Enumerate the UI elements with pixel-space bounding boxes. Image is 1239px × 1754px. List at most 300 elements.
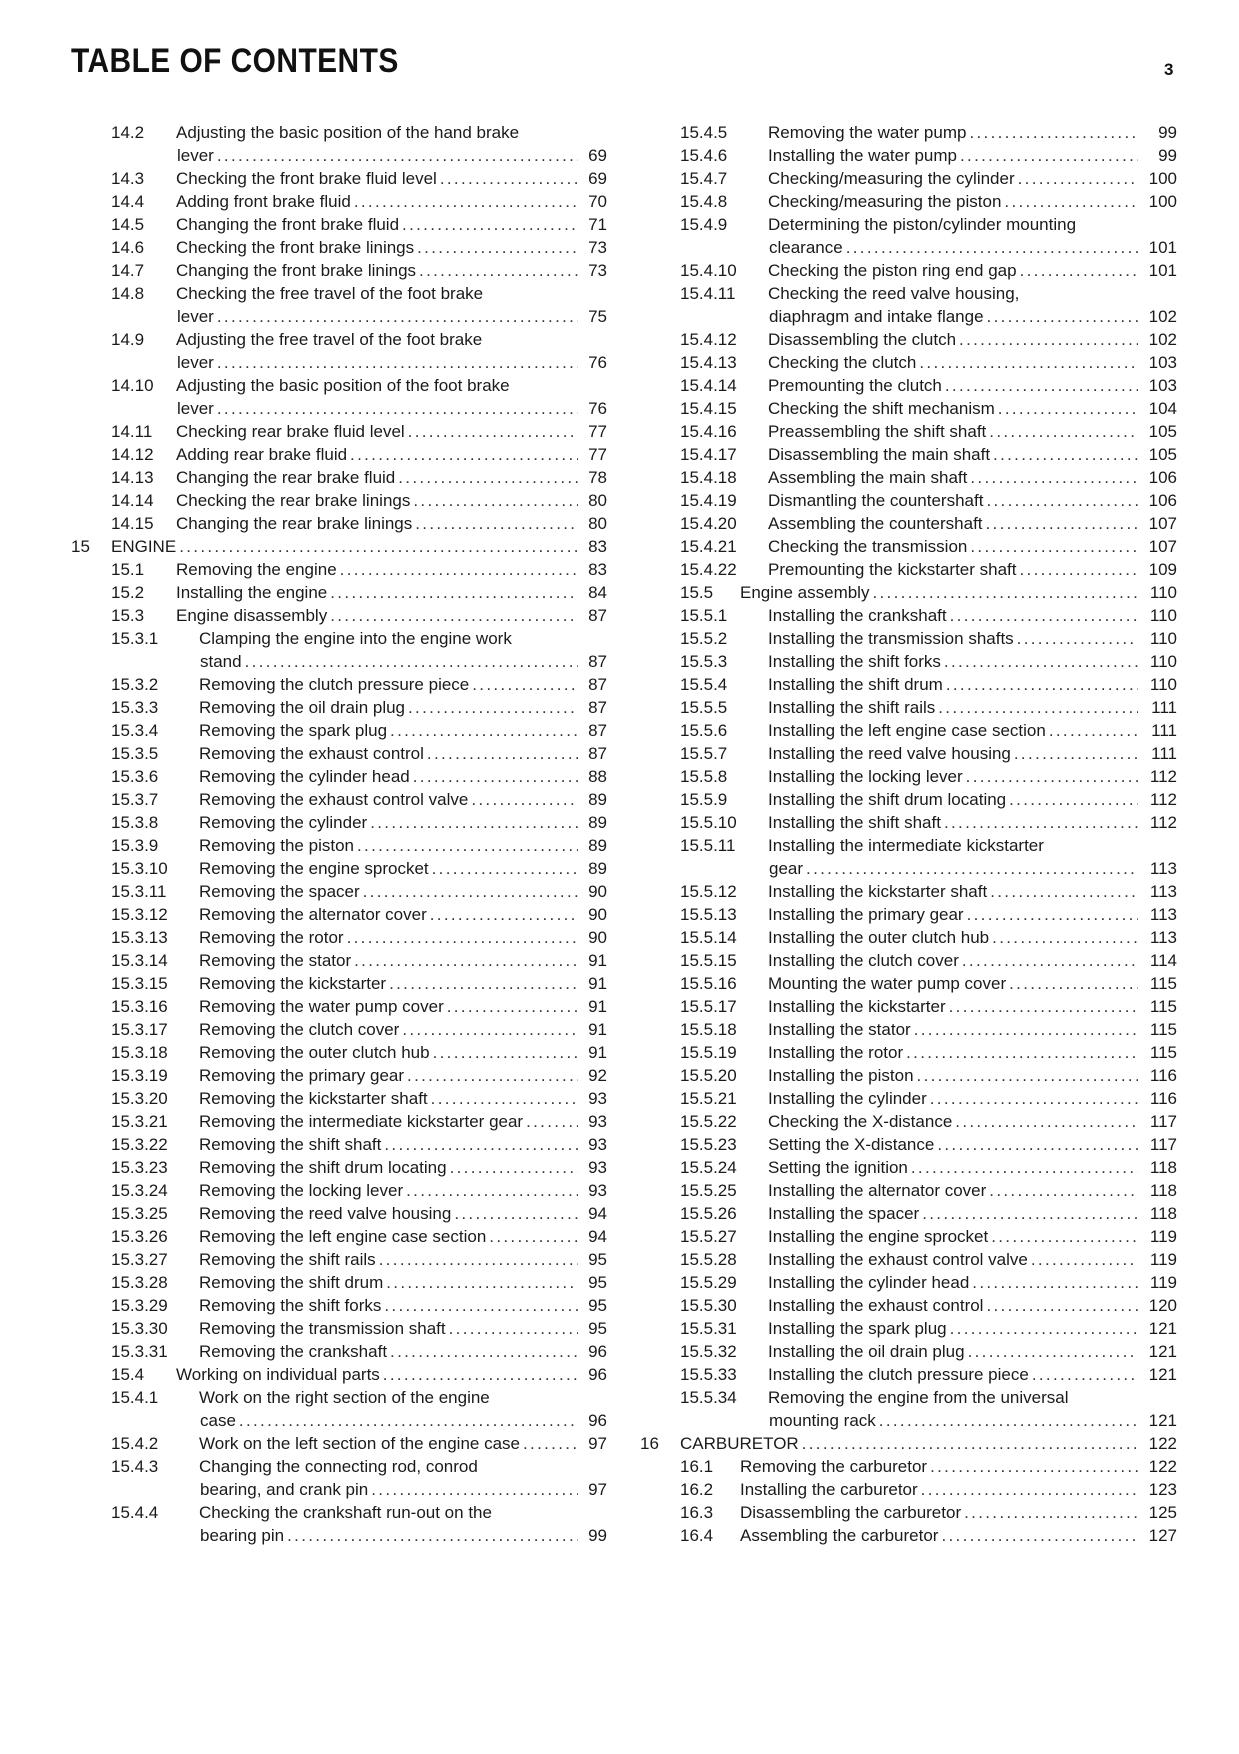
dot-leader (966, 765, 1138, 788)
dot-leader (970, 535, 1138, 558)
toc-entry[interactable] (640, 1271, 1177, 1294)
dot-leader (363, 880, 578, 903)
toc-entry-page: 121 (1148, 1342, 1177, 1361)
dot-leader (379, 1248, 578, 1271)
toc-entry-page: 102 (1148, 307, 1177, 326)
toc-entry-page: 103 (1148, 353, 1177, 372)
toc-entry-number: 15.5.10 (680, 813, 737, 832)
toc-entry[interactable] (640, 1432, 1177, 1455)
toc-entry[interactable] (71, 765, 607, 788)
toc-entry-title: Removing the piston (199, 836, 354, 855)
page-number: 3 (1164, 60, 1174, 79)
toc-entry[interactable] (71, 1317, 607, 1340)
toc-entry-number: 15.3.25 (111, 1204, 168, 1223)
toc-entry-title: Installing the oil drain plug (768, 1342, 965, 1361)
toc-entry[interactable] (640, 1041, 1177, 1064)
dot-leader (941, 1524, 1138, 1547)
toc-entry[interactable] (640, 949, 1177, 972)
toc-entry-title: Removing the exhaust control (199, 744, 424, 763)
toc-entry[interactable] (640, 880, 1177, 903)
dot-leader (955, 1110, 1138, 1133)
toc-entry-number: 15.4.5 (680, 123, 728, 142)
dot-leader (937, 1133, 1138, 1156)
toc-entry[interactable] (640, 489, 1177, 512)
toc-entry-page: 73 (588, 261, 607, 280)
toc-entry-page: 106 (1148, 491, 1177, 510)
toc-entry-number: 15.4.12 (680, 330, 737, 349)
toc-entry[interactable] (640, 351, 1177, 374)
toc-entry[interactable] (71, 466, 607, 489)
toc-entry[interactable] (71, 880, 607, 903)
toc-entry-title: Preassembling the shift shaft (768, 422, 987, 441)
dot-leader (523, 1432, 578, 1455)
toc-entry-title: Removing the shift rails (199, 1250, 376, 1269)
toc-entry-page: 93 (588, 1089, 607, 1108)
toc-entry[interactable] (71, 328, 607, 374)
toc-entry[interactable] (640, 1179, 1177, 1202)
toc-entry-title: Removing the alternator cover (199, 905, 427, 924)
toc-entry[interactable] (640, 420, 1177, 443)
toc-entry-number: 15.3.19 (111, 1066, 168, 1085)
toc-entry[interactable] (640, 1225, 1177, 1248)
toc-entry[interactable] (640, 1110, 1177, 1133)
toc-entry[interactable] (71, 696, 607, 719)
dot-leader (986, 512, 1138, 535)
toc-entry[interactable] (71, 926, 607, 949)
toc-entry-title: lever (177, 307, 214, 326)
toc-entry[interactable] (71, 1110, 607, 1133)
toc-entry-page: 70 (588, 192, 607, 211)
toc-entry-title: Installing the alternator cover (768, 1181, 987, 1200)
toc-entry-page: 90 (588, 905, 607, 924)
toc-entry-title: Engine disassembly (176, 606, 328, 625)
toc-entry-page: 114 (1149, 951, 1177, 970)
toc-entry[interactable] (71, 167, 607, 190)
toc-entry[interactable] (71, 1501, 607, 1547)
toc-entry-number: 14.7 (111, 261, 145, 280)
toc-entry-title: Removing the crankshaft (199, 1342, 388, 1361)
toc-entry[interactable] (71, 627, 607, 673)
toc-entry-number: 15.5.1 (680, 606, 728, 625)
toc-entry-page: 91 (588, 951, 607, 970)
toc-entry-page: 69 (588, 146, 607, 165)
dot-leader (879, 1409, 1138, 1432)
toc-entry[interactable] (71, 259, 607, 282)
toc-entry-page: 122 (1148, 1457, 1177, 1476)
toc-entry[interactable] (71, 236, 607, 259)
toc-entry-number: 15.5.25 (680, 1181, 737, 1200)
dot-leader (962, 949, 1138, 972)
toc-entry[interactable] (71, 834, 607, 857)
toc-entry-page: 87 (588, 652, 607, 671)
toc-entry[interactable] (71, 857, 607, 880)
toc-entry-number: 15.5.8 (680, 767, 728, 786)
toc-entry[interactable] (71, 512, 607, 535)
toc-entry[interactable] (640, 512, 1177, 535)
toc-entry[interactable] (640, 1294, 1177, 1317)
toc-entry[interactable] (640, 1340, 1177, 1363)
toc-entry-number: 15.5.32 (680, 1342, 737, 1361)
toc-entry-page: 127 (1148, 1526, 1177, 1545)
toc-entry-page: 93 (588, 1158, 607, 1177)
toc-entry[interactable] (640, 1087, 1177, 1110)
dot-leader (991, 1225, 1138, 1248)
toc-entry[interactable] (71, 558, 607, 581)
toc-entry-page: 87 (588, 698, 607, 717)
toc-entry[interactable] (640, 696, 1177, 719)
toc-entry-title: Removing the rotor (199, 928, 344, 947)
toc-entry-page: 84 (588, 583, 607, 602)
toc-entry-title: Removing the shift drum locating (199, 1158, 447, 1177)
toc-entry-page: 95 (588, 1296, 607, 1315)
toc-entry[interactable] (640, 1156, 1177, 1179)
toc-entry[interactable] (640, 121, 1177, 144)
toc-entry-page: 113 (1149, 905, 1177, 924)
toc-entry[interactable] (640, 811, 1177, 834)
toc-entry[interactable] (640, 1064, 1177, 1087)
toc-entry[interactable] (71, 1294, 607, 1317)
toc-entry-number: 15.4.1 (111, 1388, 159, 1407)
toc-entry-title: stand (200, 652, 242, 671)
toc-entry[interactable] (640, 788, 1177, 811)
toc-entry[interactable] (640, 765, 1177, 788)
toc-entry-number: 15.3.7 (111, 790, 159, 809)
toc-entry[interactable] (71, 1202, 607, 1225)
toc-entry[interactable] (71, 420, 607, 443)
toc-entry-number: 15.3.4 (111, 721, 159, 740)
toc-entry-number: 15.3.23 (111, 1158, 168, 1177)
dot-leader (998, 397, 1138, 420)
toc-entry-title: Removing the kickstarter shaft (199, 1089, 428, 1108)
toc-entry-page: 100 (1148, 169, 1177, 188)
toc-entry-page: 93 (588, 1112, 607, 1131)
toc-entry-number: 16.3 (680, 1503, 714, 1522)
toc-entry-title: Removing the clutch pressure piece (199, 675, 470, 694)
toc-entry-title: Installing the shift forks (768, 652, 941, 671)
toc-entry[interactable] (640, 282, 1177, 328)
toc-entry[interactable] (640, 995, 1177, 1018)
toc-entry[interactable] (71, 121, 607, 167)
toc-entry-number: 15.3.24 (111, 1181, 168, 1200)
toc-entry-title: Removing the oil drain plug (199, 698, 406, 717)
toc-entry[interactable] (640, 1478, 1177, 1501)
toc-entry[interactable] (640, 558, 1177, 581)
toc-entry-title: Installing the shift drum (768, 675, 943, 694)
toc-entry-number: 15.3.10 (111, 859, 168, 878)
dot-leader (1009, 972, 1138, 995)
dot-leader (330, 581, 578, 604)
toc-entry[interactable] (640, 903, 1177, 926)
toc-entry[interactable] (640, 1501, 1177, 1524)
toc-entry-page: 117 (1149, 1112, 1177, 1131)
toc-entry[interactable] (71, 1248, 607, 1271)
toc-entry[interactable] (71, 811, 607, 834)
toc-entry-number: 15.5.21 (680, 1089, 737, 1108)
toc-entry[interactable] (640, 604, 1177, 627)
toc-entry-number: 14.9 (111, 330, 145, 349)
toc-entry-number: 15.4.18 (680, 468, 737, 487)
toc-entry[interactable] (71, 788, 607, 811)
toc-entry[interactable] (71, 213, 607, 236)
toc-entry-number: 15.3.1 (111, 629, 159, 648)
toc-entry-number: 15.5.19 (680, 1043, 737, 1062)
toc-entry[interactable] (71, 1271, 607, 1294)
toc-entry-number: 15.5.22 (680, 1112, 737, 1131)
toc-entry-title: Removing the reed valve housing (199, 1204, 452, 1223)
toc-entry[interactable] (71, 1432, 607, 1455)
toc-entry[interactable] (640, 1133, 1177, 1156)
toc-entry-page: 83 (588, 560, 607, 579)
toc-entry-page: 96 (588, 1411, 607, 1430)
toc-entry-number: 15.3.11 (111, 882, 167, 901)
toc-entry[interactable] (71, 443, 607, 466)
toc-entry[interactable] (640, 1455, 1177, 1478)
toc-entry[interactable] (640, 328, 1177, 351)
toc-entry[interactable] (640, 1386, 1177, 1432)
toc-entry-page: 112 (1149, 790, 1177, 809)
toc-entry-number: 15.3.14 (111, 951, 168, 970)
toc-entry-title: Checking the rear brake linings (176, 491, 411, 510)
toc-entry[interactable] (640, 650, 1177, 673)
toc-entry[interactable] (640, 443, 1177, 466)
dot-leader (911, 1156, 1138, 1179)
toc-entry-title: Checking the front brake fluid level (176, 169, 437, 188)
toc-entry-number: 15.3.12 (111, 905, 168, 924)
toc-entry-page: 93 (588, 1135, 607, 1154)
toc-entry-page: 116 (1149, 1089, 1177, 1108)
toc-entry-number: 15.5.6 (680, 721, 728, 740)
toc-entry[interactable] (71, 995, 607, 1018)
toc-entry[interactable] (640, 627, 1177, 650)
toc-entry-title: Adjusting the free travel of the foot brake (176, 330, 483, 349)
toc-entry-page: 88 (588, 767, 607, 786)
toc-entry-number: 15.4.9 (680, 215, 728, 234)
toc-entry[interactable] (71, 282, 607, 328)
toc-entry[interactable] (640, 466, 1177, 489)
toc-entry[interactable] (71, 535, 607, 558)
dot-leader (993, 443, 1138, 466)
toc-entry[interactable] (640, 972, 1177, 995)
toc-entry-page: 104 (1148, 399, 1177, 418)
toc-entry[interactable] (71, 1041, 607, 1064)
dot-leader (402, 1018, 578, 1041)
toc-entry[interactable] (640, 581, 1177, 604)
toc-entry-page: 87 (588, 606, 607, 625)
toc-entry-page: 123 (1148, 1480, 1177, 1499)
toc-entry-page: 100 (1148, 192, 1177, 211)
dot-leader (959, 328, 1138, 351)
toc-entry[interactable] (71, 719, 607, 742)
toc-entry[interactable] (71, 742, 607, 765)
toc-entry-page: 115 (1149, 974, 1177, 993)
toc-entry-title: Installing the shift rails (768, 698, 936, 717)
dot-leader (938, 696, 1138, 719)
toc-entry-number: 15.5.28 (680, 1250, 737, 1269)
toc-entry-title: Premounting the clutch (768, 376, 942, 395)
dot-leader (430, 903, 578, 926)
dot-leader (217, 305, 578, 328)
dot-leader (986, 489, 1138, 512)
toc-entry-number: 14.4 (111, 192, 145, 211)
toc-entry-page: 76 (588, 399, 607, 418)
toc-entry-title: Removing the locking lever (199, 1181, 404, 1200)
dot-leader (239, 1409, 578, 1432)
toc-entry-number: 14.8 (111, 284, 145, 303)
dot-leader (384, 1294, 578, 1317)
toc-entry-page: 95 (588, 1250, 607, 1269)
toc-entry[interactable] (71, 1225, 607, 1248)
dot-leader (386, 1271, 578, 1294)
dot-leader (330, 604, 578, 627)
toc-entry-number: 15.3.18 (111, 1043, 168, 1062)
toc-entry-page: 97 (588, 1480, 607, 1499)
dot-leader (217, 351, 578, 374)
toc-entry[interactable] (71, 1340, 607, 1363)
toc-entry-title: Installing the clutch pressure piece (768, 1365, 1029, 1384)
toc-entry[interactable] (640, 213, 1177, 259)
dot-leader (969, 121, 1138, 144)
toc-entry-number: 15.3.28 (111, 1273, 168, 1292)
toc-entry-number: 15.3.16 (111, 997, 168, 1016)
toc-entry-number: 15.5.11 (680, 836, 736, 855)
toc-entry-title: Checking/measuring the cylinder (768, 169, 1015, 188)
toc-entry[interactable] (71, 949, 607, 972)
toc-entry-number: 15.5.31 (680, 1319, 737, 1338)
dot-leader (967, 903, 1138, 926)
toc-entry[interactable] (71, 190, 607, 213)
toc-entry-title: Installing the cylinder head (768, 1273, 970, 1292)
toc-entry-title: Setting the X-distance (768, 1135, 935, 1154)
toc-entry-page: 109 (1148, 560, 1177, 579)
toc-entry[interactable] (71, 972, 607, 995)
dot-leader (921, 1478, 1138, 1501)
toc-entry-number: 14.14 (111, 491, 154, 510)
toc-entry-title: Removing the outer clutch hub (199, 1043, 430, 1062)
toc-entry[interactable] (640, 673, 1177, 696)
toc-entry[interactable] (71, 489, 607, 512)
dot-leader (432, 857, 578, 880)
toc-entry-title: Checking the clutch (768, 353, 917, 372)
toc-entry[interactable] (71, 1386, 607, 1432)
toc-entry-page: 91 (588, 997, 607, 1016)
toc-entry-page: 120 (1148, 1296, 1177, 1315)
toc-entry[interactable] (640, 1524, 1177, 1547)
toc-entry-page: 73 (588, 238, 607, 257)
toc-entry[interactable] (71, 1179, 607, 1202)
toc-entry[interactable] (640, 1018, 1177, 1041)
toc-entry[interactable] (71, 581, 607, 604)
toc-entry[interactable] (640, 397, 1177, 420)
toc-entry-title: CARBURETOR (680, 1434, 799, 1453)
toc-entry[interactable] (640, 834, 1177, 880)
toc-entry-title: Installing the carburetor (740, 1480, 918, 1499)
toc-entry-title: Removing the clutch cover (199, 1020, 400, 1039)
toc-entry[interactable] (640, 719, 1177, 742)
toc-entry[interactable] (71, 903, 607, 926)
toc-entry[interactable] (71, 604, 607, 627)
toc-entry[interactable] (71, 1018, 607, 1041)
toc-entry[interactable] (640, 1363, 1177, 1386)
toc-entry-number: 15.5.4 (680, 675, 728, 694)
toc-entry-page: 101 (1148, 238, 1177, 257)
toc-entry[interactable] (71, 374, 607, 420)
dot-leader (922, 1202, 1138, 1225)
toc-entry-number: 15.4.10 (680, 261, 737, 280)
toc-entry-title: Checking the reed valve housing, (768, 284, 1020, 303)
toc-entry-number: 15.4.4 (111, 1503, 159, 1522)
toc-entry-page: 110 (1149, 629, 1177, 648)
toc-entry-number: 14.3 (111, 169, 145, 188)
dot-leader (415, 512, 578, 535)
dot-leader (433, 1041, 578, 1064)
toc-entry-title: Removing the spacer (199, 882, 360, 901)
toc-entry[interactable] (640, 926, 1177, 949)
toc-entry-page: 110 (1149, 606, 1177, 625)
toc-entry-title: case (200, 1411, 236, 1430)
toc-entry-title: Adding rear brake fluid (176, 445, 348, 464)
dot-leader (454, 1202, 578, 1225)
toc-entry[interactable] (640, 1248, 1177, 1271)
dot-leader (447, 995, 578, 1018)
toc-entry[interactable] (640, 742, 1177, 765)
toc-entry-number: 15.4.21 (680, 537, 737, 556)
toc-entry-page: 122 (1148, 1434, 1177, 1453)
toc-entry-number: 15.5.23 (680, 1135, 737, 1154)
toc-entry[interactable] (71, 1087, 607, 1110)
toc-entry-page: 103 (1148, 376, 1177, 395)
toc-entry-page: 111 (1151, 698, 1177, 717)
toc-entry-title: Adjusting the basic position of the hand brake (176, 123, 520, 142)
toc-entry-number: 15.5.9 (680, 790, 728, 809)
toc-entry-number: 15.5.27 (680, 1227, 737, 1246)
toc-entry[interactable] (640, 1202, 1177, 1225)
dot-leader (917, 1064, 1138, 1087)
toc-entry[interactable] (640, 144, 1177, 167)
dot-leader (427, 742, 578, 765)
toc-entry[interactable] (71, 1133, 607, 1156)
toc-entry-number: 15.5.2 (680, 629, 728, 648)
toc-entry[interactable] (71, 1455, 607, 1501)
toc-entry[interactable] (71, 1363, 607, 1386)
toc-entry-title: Engine assembly (740, 583, 870, 602)
toc-entry-number: 15.4.11 (680, 284, 736, 303)
toc-entry-number: 15.5.16 (680, 974, 737, 993)
toc-entry-page: 83 (588, 537, 607, 556)
toc-entry-page: 76 (588, 353, 607, 372)
dot-leader (489, 1225, 578, 1248)
toc-entry[interactable] (71, 1156, 607, 1179)
toc-entry-number: 15.3 (111, 606, 145, 625)
toc-entry[interactable] (640, 1317, 1177, 1340)
dot-leader (390, 719, 578, 742)
toc-entry[interactable] (71, 673, 607, 696)
toc-entry-number: 15.5 (680, 583, 714, 602)
toc-entry[interactable] (640, 259, 1177, 282)
toc-entry[interactable] (71, 1064, 607, 1087)
toc-entry-page: 87 (588, 744, 607, 763)
toc-entry[interactable] (640, 167, 1177, 190)
toc-entry[interactable] (640, 190, 1177, 213)
toc-entry-number: 16.2 (680, 1480, 714, 1499)
toc-entry[interactable] (640, 374, 1177, 397)
toc-entry-number: 15.4.16 (680, 422, 737, 441)
toc-entry-page: 91 (588, 1020, 607, 1039)
dot-leader (919, 351, 1138, 374)
dot-leader (806, 857, 1138, 880)
toc-entry-title: Installing the crankshaft (768, 606, 947, 625)
toc-entry-page: 80 (588, 491, 607, 510)
toc-entry[interactable] (640, 535, 1177, 558)
